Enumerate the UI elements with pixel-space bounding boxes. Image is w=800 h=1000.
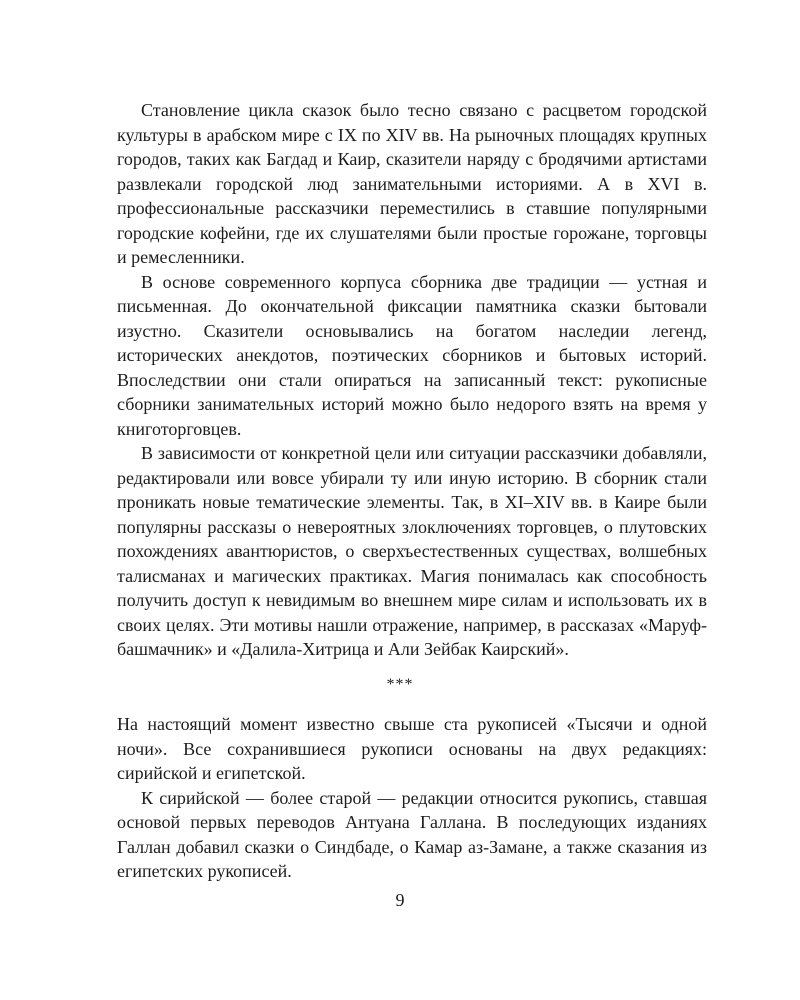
paragraph: К сирийской — более старой — редакции относится рукопись, ставшая основой первых переводов Антуана Галлана. В последующих изданиях Галлан добавил сказки о Синдбаде, о Камар аз-Замане, а также сказания из египетских рукописей. bbox=[117, 787, 707, 881]
section-two bbox=[117, 712, 707, 884]
paragraph: На настоящий момент известно свыше ста рукописей «Тысячи и одной ночи». Все сохранившиеся рукописи основаны на двух редакциях: сирийской и египетской. bbox=[117, 714, 707, 783]
paragraph: В основе современного корпуса сборника две традиции — устная и письменная. До окончательной фиксации памятника сказки бытовали изустно. Сказители основывались на богатом наследии легенд, исторических анекдотов, поэтических сборников и бытовых историй. Впоследствии они стали опираться на записанный текст: рукописные сборники занимательных историй можно было недорого взять на время у книготорговцев. bbox=[117, 271, 707, 439]
paragraph: В зависимости от конкретной цели или ситуации рассказчики добавляли, редактировали или вовсе убирали ту или иную историю. В сборник стали проникать новые тематические элементы. Так, в XI–XIV вв. в Каире были популярны рассказы о невероятных злоключениях торговцев, о плутовских похождениях авантюристов, о сверхъестественных существах, волшебных талисманах и магических практиках. Магия понималась как способность получить доступ к невидимым во внешнем мире силам и использовать их в своих целях. Эти мотивы нашли отражение, например, в рассказах «Маруф-башмачник» и «Далила-Хитрица и Али Зейбак Каирский». bbox=[117, 443, 707, 659]
section-one bbox=[117, 98, 707, 662]
paragraph: Становление цикла сказок было тесно связано с расцветом городской культуры в арабском мире с IX по XIV вв. На рыночных площадях крупных городов, таких как Багдад и Каир, сказители наряду с бродячими артистами развлекали городской люд занимательными историями. А в XVI в. профессиональные рассказчики переместились в ставшие популярными городские кофейни, где их слушателями были простые горожане, торговцы и ремесленники. bbox=[117, 100, 707, 267]
section-separator: *** bbox=[386, 676, 414, 693]
page-number: 9 bbox=[395, 890, 405, 910]
